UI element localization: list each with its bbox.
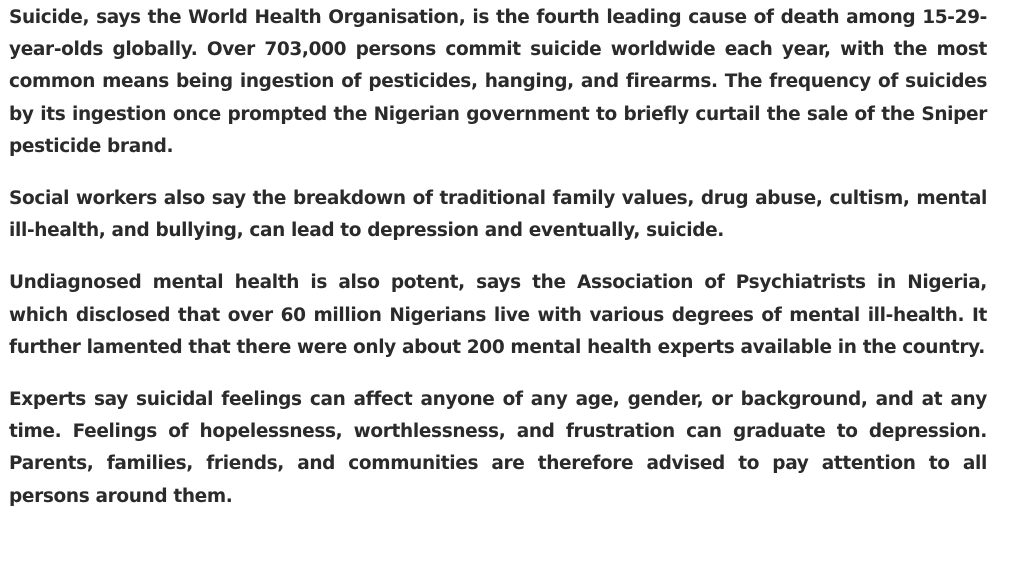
paragraph-mental-health: Undiagnosed mental health is also potent, says the Association of Psychiatrists in Nigeria, which disclosed that over 60 million Nigerians live with various degrees of mental ill-health. It further lamented that there were only about 200 mental health experts available in the country. <box>9 272 987 358</box>
paragraph-social-workers: Social workers also say the breakdown of traditional family values, drug abuse, cultism, mental ill-health, and bullying, can lead to depression and eventually, suicide. <box>9 188 987 242</box>
article-body <box>9 0 987 513</box>
paragraph-experts-advice: Experts say suicidal feelings can affect anyone of any age, gender, or background, and at any time. Feelings of hopelessness, worthlessness, and frustration can graduate to depression. Parents, families, friends, and communities are therefore advised to pay attention to all persons around them. <box>9 389 987 507</box>
paragraph-suicide-statistics: Suicide, says the World Health Organisation, is the fourth leading cause of death among 15-29-year-olds globally. Over 703,000 persons commit suicide worldwide each year, with the most common means being ingestion of pesticides, hanging, and firearms. The frequency of suicides by its ingestion once prompted the Nigerian government to briefly curtail the sale of the Sniper pesticide brand. <box>9 7 987 157</box>
